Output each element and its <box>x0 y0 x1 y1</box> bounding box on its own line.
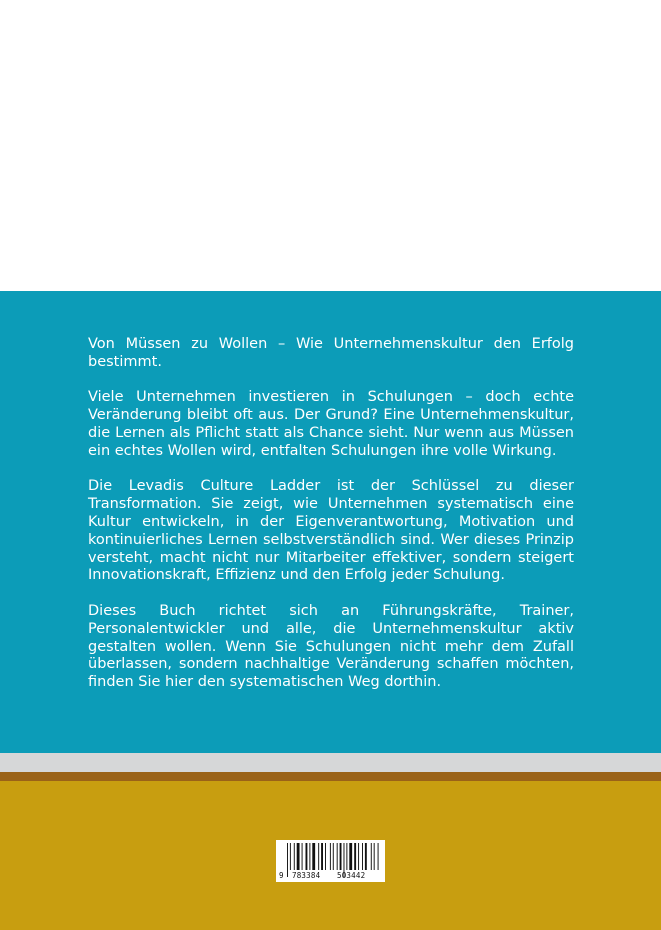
barcode-bar <box>318 843 319 870</box>
barcode-bar <box>346 843 347 870</box>
barcode-bar <box>290 843 291 870</box>
barcode-bar <box>371 843 372 870</box>
barcode-bar <box>287 843 288 877</box>
barcode-bar <box>337 843 338 870</box>
blurb-paragraph-problem: Viele Unternehmen investieren in Schulungen – doch echte Veränderung bleibt oft aus. Der Grund? Eine Unternehmenskultur, die Lernen als Pflicht statt als Chance sieht. Nur wenn aus Müssen ein echtes Wollen wird, entfalten Schulungen ihre volle Wirkung. <box>88 389 574 459</box>
barcode-bar <box>374 843 375 870</box>
barcode-bar <box>302 843 303 870</box>
barcode-lead-digit: 9 <box>279 871 284 880</box>
barcode-left-digits: 783384 <box>292 871 321 880</box>
blurb-tagline: Von Müssen zu Wollen – Wie Unternehmenskultur den Erfolg bestimmt. <box>88 336 574 370</box>
barcode-bar <box>378 843 379 870</box>
barcode-bar <box>330 843 331 870</box>
barcode-bar <box>312 843 315 870</box>
barcode-bar <box>297 843 300 870</box>
barcode-bar <box>349 843 352 870</box>
barcode-bar <box>340 843 342 870</box>
barcode-bar <box>358 843 359 870</box>
blurb-paragraph-ladder: Die Levadis Culture Ladder ist der Schlüssel zu dieser Transformation. Sie zeigt, wie Unternehmen systematisch eine Kultur entwickeln, in der Eigenverantwortung, Motivation und kontinuierliches Lernen selbstverständlich sind. Wer dieses Prinzip versteht, macht nicht nur Mitarbeiter effektiver, sondern steigert Innovationskraft, Effizienz und den Erfolg jeder Schulung. <box>88 478 574 584</box>
barcode-bar <box>365 843 367 870</box>
brown-divider-stripe <box>0 772 661 781</box>
back-cover-blurb <box>88 336 574 710</box>
barcode-right-digits: 503442 <box>337 871 366 880</box>
cover-top-blank <box>0 0 661 291</box>
barcode-bar <box>321 843 323 870</box>
isbn-barcode <box>276 840 385 882</box>
barcode-bar <box>362 843 363 870</box>
barcode-bar <box>325 843 326 870</box>
barcode-bar <box>306 843 308 870</box>
grey-divider-stripe <box>0 753 661 772</box>
barcode-bar <box>309 843 310 870</box>
barcode-bar <box>354 843 356 870</box>
barcode-bar <box>294 843 295 870</box>
blurb-paragraph-audience: Dieses Buch richtet sich an Führungskräfte, Trainer, Personalentwickler und alle, die Unternehmenskultur aktiv gestalten wollen. Wenn Sie Schulungen nicht mehr dem Zufall überlassen, sondern nachhaltige Veränderung schaffen möchten, finden Sie hier den systematischen Weg dorthin. <box>88 602 574 691</box>
barcode-bar <box>333 843 334 870</box>
